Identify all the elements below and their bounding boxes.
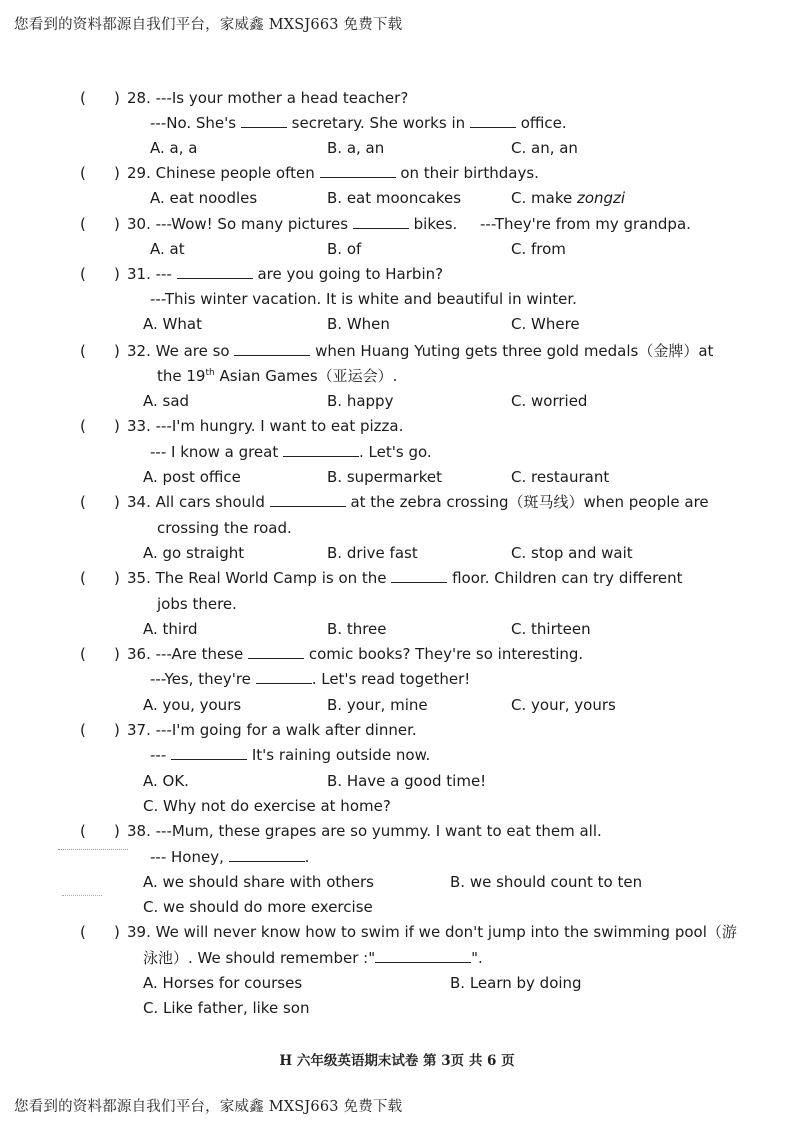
answer-blank[interactable] bbox=[234, 341, 310, 356]
answer-blank[interactable] bbox=[375, 948, 471, 963]
q33-text-b: . Let's go. bbox=[359, 443, 432, 461]
question-31-stem bbox=[127, 264, 443, 284]
option-a[interactable]: A. go straight bbox=[143, 544, 245, 562]
q39-text-a: 泳池）. We should remember :" bbox=[143, 949, 376, 967]
option-b[interactable]: B. eat mooncakes bbox=[327, 189, 462, 207]
question-38-stem: 38. ---Mum, these grapes are so yummy. I want to eat them all. bbox=[127, 822, 602, 840]
option-c-italic: zongzi bbox=[576, 189, 626, 207]
option-b[interactable]: B. three bbox=[327, 620, 387, 638]
q32-text-a: 32. We are so bbox=[127, 342, 230, 360]
option-a[interactable]: A. Horses for courses bbox=[143, 974, 303, 992]
q28-text-b: secretary. She works in bbox=[291, 114, 466, 132]
option-b[interactable]: B. happy bbox=[327, 392, 394, 410]
question-36-line2 bbox=[150, 669, 470, 689]
scan-artifact bbox=[58, 849, 128, 852]
option-c[interactable]: C. Like father, like son bbox=[143, 999, 310, 1017]
option-c[interactable] bbox=[511, 188, 625, 208]
answer-paren-close: ) bbox=[114, 215, 120, 233]
answer-paren-close: ) bbox=[114, 721, 120, 739]
answer-blank[interactable] bbox=[248, 644, 304, 659]
q32-text-d: Asian Games（亚运会）. bbox=[214, 367, 398, 385]
answer-paren-close: ) bbox=[114, 265, 120, 283]
question-32-stem bbox=[127, 341, 713, 361]
option-c[interactable]: C. your, yours bbox=[511, 696, 616, 714]
q32-text-b: when Huang Yuting gets three gold medals（金牌）at bbox=[315, 342, 714, 360]
option-b[interactable]: B. of bbox=[327, 240, 362, 258]
option-c[interactable]: C. thirteen bbox=[511, 620, 591, 638]
option-c[interactable]: C. restaurant bbox=[511, 468, 610, 486]
option-b[interactable]: B. a, an bbox=[327, 139, 385, 157]
option-a[interactable]: A. a, a bbox=[150, 139, 198, 157]
option-b[interactable]: B. supermarket bbox=[327, 468, 443, 486]
q37-text-b: It's raining outside now. bbox=[251, 746, 431, 764]
q29-text-b: on their birthdays. bbox=[400, 164, 539, 182]
answer-blank[interactable] bbox=[229, 847, 305, 862]
answer-blank[interactable] bbox=[256, 669, 312, 684]
answer-paren-open: ( bbox=[80, 923, 86, 941]
question-38-line2 bbox=[150, 847, 309, 867]
q36-text-c: ---Yes, they're bbox=[150, 670, 251, 688]
q32-text-c: the 19 bbox=[157, 367, 206, 385]
option-b[interactable]: B. drive fast bbox=[327, 544, 418, 562]
q34-text-b: at the zebra crossing（斑马线）when people are bbox=[350, 493, 709, 511]
q38-text-b: . bbox=[304, 848, 310, 866]
answer-blank[interactable] bbox=[353, 214, 409, 229]
option-c[interactable]: C. stop and wait bbox=[511, 544, 633, 562]
answer-blank[interactable] bbox=[177, 264, 253, 279]
answer-paren-open: ( bbox=[80, 89, 86, 107]
option-a[interactable]: A. OK. bbox=[143, 772, 189, 790]
answer-paren-close: ) bbox=[114, 342, 120, 360]
option-c-text: C. make bbox=[511, 189, 577, 207]
q28-text-c: office. bbox=[520, 114, 567, 132]
answer-blank[interactable] bbox=[283, 442, 359, 457]
question-39-stem: 39. We will never know how to swim if we don't jump into the swimming pool（游 bbox=[127, 923, 737, 941]
option-b[interactable]: B. we should count to ten bbox=[450, 873, 643, 891]
q35-text-b: floor. Children can try different bbox=[452, 569, 683, 587]
answer-paren-close: ) bbox=[114, 822, 120, 840]
watermark-bottom: 您看到的资料都源自我们平台，家威鑫 MXSJ663 免费下载 bbox=[14, 1099, 403, 1115]
page-footer: H 六年级英语期末试卷 第 3页 共 6 页 bbox=[279, 1053, 515, 1069]
option-a[interactable]: A. at bbox=[150, 240, 185, 258]
option-a[interactable]: A. you, yours bbox=[143, 696, 242, 714]
answer-paren-close: ) bbox=[114, 493, 120, 511]
question-28-stem: 28. ---Is your mother a head teacher? bbox=[127, 89, 409, 107]
answer-paren-open: ( bbox=[80, 164, 86, 182]
option-a[interactable]: A. What bbox=[143, 315, 202, 333]
question-35-stem bbox=[127, 568, 683, 588]
option-b[interactable]: B. your, mine bbox=[327, 696, 428, 714]
option-c[interactable]: C. Why not do exercise at home? bbox=[143, 797, 391, 815]
q36-text-d: . Let's read together! bbox=[311, 670, 471, 688]
answer-paren-open: ( bbox=[80, 493, 86, 511]
q31-text-b: are you going to Harbin? bbox=[257, 265, 444, 283]
question-36-stem bbox=[127, 644, 583, 664]
answer-blank[interactable] bbox=[470, 113, 516, 128]
q30-text-a: 30. ---Wow! So many pictures bbox=[127, 215, 349, 233]
question-30-reply: ---They're from my grandpa. bbox=[480, 215, 691, 233]
answer-paren-close: ) bbox=[114, 164, 120, 182]
question-37-line2 bbox=[150, 745, 430, 765]
answer-paren-close: ) bbox=[114, 645, 120, 663]
q28-text-a: ---No. She's bbox=[150, 114, 237, 132]
question-33-line2 bbox=[150, 442, 432, 462]
question-37-stem: 37. ---I'm going for a walk after dinner. bbox=[127, 721, 417, 739]
option-b[interactable]: B. When bbox=[327, 315, 390, 333]
option-c[interactable]: C. Where bbox=[511, 315, 580, 333]
answer-blank[interactable] bbox=[270, 492, 346, 507]
option-a[interactable]: A. third bbox=[143, 620, 198, 638]
q35-text-a: 35. The Real World Camp is on the bbox=[127, 569, 387, 587]
option-c[interactable]: C. from bbox=[511, 240, 566, 258]
option-a[interactable]: A. we should share with others bbox=[143, 873, 374, 891]
question-33-stem: 33. ---I'm hungry. I want to eat pizza. bbox=[127, 417, 404, 435]
answer-paren-open: ( bbox=[80, 822, 86, 840]
answer-blank[interactable] bbox=[171, 745, 247, 760]
answer-paren-close: ) bbox=[114, 923, 120, 941]
option-a[interactable]: A. sad bbox=[143, 392, 190, 410]
question-35-line2: jobs there. bbox=[157, 595, 237, 613]
answer-paren-open: ( bbox=[80, 721, 86, 739]
q34-text-a: 34. All cars should bbox=[127, 493, 265, 511]
question-31-line2: ---This winter vacation. It is white and beautiful in winter. bbox=[150, 290, 577, 308]
watermark-top: 您看到的资料都源自我们平台，家威鑫 MXSJ663 免费下载 bbox=[14, 17, 403, 33]
answer-paren-close: ) bbox=[114, 89, 120, 107]
option-a[interactable]: A. eat noodles bbox=[150, 189, 258, 207]
option-a[interactable]: A. post office bbox=[143, 468, 241, 486]
q36-text-b: comic books? They're so interesting. bbox=[308, 645, 584, 663]
q31-text-a: 31. --- bbox=[127, 265, 172, 283]
question-32-line2 bbox=[157, 366, 397, 386]
answer-paren-open: ( bbox=[80, 215, 86, 233]
question-39-line2 bbox=[143, 948, 483, 968]
answer-blank[interactable] bbox=[391, 568, 447, 583]
q37-text-a: --- bbox=[150, 746, 167, 764]
q36-text-a: 36. ---Are these bbox=[127, 645, 244, 663]
scan-artifact bbox=[62, 895, 102, 898]
answer-blank[interactable] bbox=[320, 163, 396, 178]
answer-paren-open: ( bbox=[80, 342, 86, 360]
option-b[interactable]: B. Learn by doing bbox=[450, 974, 582, 992]
question-30-stem bbox=[127, 214, 457, 234]
question-29-stem bbox=[127, 163, 539, 183]
q32-superscript: th bbox=[205, 368, 215, 378]
q33-text-a: --- I know a great bbox=[150, 443, 279, 461]
option-b[interactable]: B. Have a good time! bbox=[327, 772, 487, 790]
question-34-stem bbox=[127, 492, 709, 512]
q39-text-b: ". bbox=[471, 949, 483, 967]
q29-text-a: 29. Chinese people often bbox=[127, 164, 315, 182]
answer-paren-open: ( bbox=[80, 417, 86, 435]
answer-blank[interactable] bbox=[241, 113, 287, 128]
answer-paren-open: ( bbox=[80, 265, 86, 283]
question-28-line2 bbox=[150, 113, 567, 133]
answer-paren-open: ( bbox=[80, 645, 86, 663]
option-c[interactable]: C. worried bbox=[511, 392, 588, 410]
answer-paren-close: ) bbox=[114, 569, 120, 587]
q38-text-a: --- Honey, bbox=[150, 848, 224, 866]
answer-paren-close: ) bbox=[114, 417, 120, 435]
option-c[interactable]: C. an, an bbox=[511, 139, 578, 157]
question-34-line2: crossing the road. bbox=[157, 519, 292, 537]
q30-text-b: bikes. bbox=[413, 215, 458, 233]
answer-paren-open: ( bbox=[80, 569, 86, 587]
option-c[interactable]: C. we should do more exercise bbox=[143, 898, 373, 916]
